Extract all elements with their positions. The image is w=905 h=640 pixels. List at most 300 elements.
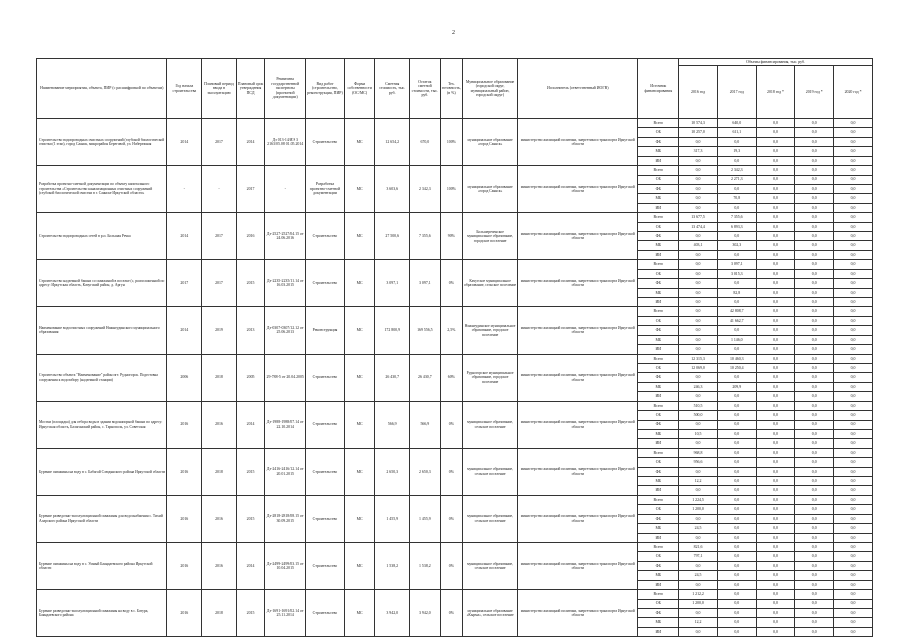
header-cost: Сметная стоимость, тыс. руб. [375, 59, 410, 119]
finance-value: 0,0 [756, 203, 795, 212]
remaining-cost: 3 097,1 [410, 260, 441, 307]
finance-source: ФБ [638, 279, 679, 288]
finance-value: 0,0 [756, 250, 795, 259]
finance-value: 0,0 [834, 561, 873, 570]
executor: министерство жилищной политики, энергетики и транспорта Иркутской области [518, 307, 638, 354]
finance-source: ИИ [638, 439, 679, 448]
start-year: 2016 [167, 448, 202, 495]
finance-value: 0,0 [717, 298, 756, 307]
table-row [37, 213, 873, 222]
finance-source: МБ [638, 194, 679, 203]
plan-period: 2017 [202, 260, 237, 307]
finance-value: 0,0 [795, 184, 834, 193]
header-name: Наименование мероприятия, объекта, ПИР (с расшифровкой по объектам) [37, 59, 167, 119]
plan-period: 2016 [202, 401, 237, 448]
finance-value: 0,0 [834, 458, 873, 467]
finance-value: 0,0 [756, 524, 795, 533]
finance-value: 500,0 [679, 411, 718, 420]
finance-source: ИИ [638, 392, 679, 401]
finance-value: 0,0 [834, 156, 873, 165]
finance-value: 968,8 [679, 448, 718, 457]
finance-value: 0,0 [795, 260, 834, 269]
finance-source: ФБ [638, 232, 679, 241]
finance-source: Всего [638, 166, 679, 175]
finance-source: ОБ [638, 363, 679, 372]
pir-year: 2013 [236, 307, 265, 354]
estimated-cost: 1 455,9 [375, 495, 410, 542]
readiness: 2,5% [440, 307, 462, 354]
estimated-cost: 26 430,7 [375, 354, 410, 401]
header-expertise: Реквизиты государственной экспертизы (проектной документации) [265, 59, 306, 119]
finance-source: МБ [638, 429, 679, 438]
finance-value: 0,0 [679, 627, 718, 636]
header-start: Год начала строительства [167, 59, 202, 119]
finance-value: 10,5 [679, 429, 718, 438]
finance-value: 0,0 [834, 316, 873, 325]
finance-source: МБ [638, 241, 679, 250]
header-year: 2020 год * [834, 66, 873, 119]
finance-value: 0,0 [795, 156, 834, 165]
start-year: 2016 [167, 401, 202, 448]
finance-source: ОБ [638, 175, 679, 184]
ownership: МС [344, 448, 375, 495]
finance-value: 0,0 [834, 128, 873, 137]
finance-value: 0,0 [756, 599, 795, 608]
finance-source: МБ [638, 571, 679, 580]
finance-value: 0,0 [795, 175, 834, 184]
plan-period: 2018 [202, 590, 237, 637]
finance-value: 12 315,3 [679, 354, 718, 363]
pir-year: 2015 [236, 495, 265, 542]
remaining-cost: 566,9 [410, 401, 441, 448]
finance-value: 0,0 [795, 420, 834, 429]
estimated-cost: 3 097,1 [375, 260, 410, 307]
finance-value: 0,0 [795, 326, 834, 335]
finance-value: 0,0 [717, 429, 756, 438]
finance-value: 0,0 [834, 552, 873, 561]
finance-value: 0,0 [795, 194, 834, 203]
finance-value: 0,0 [756, 156, 795, 165]
finance-value: 82,8 [717, 288, 756, 297]
finance-value: 317,3 [679, 147, 718, 156]
plan-period: 2018 [202, 354, 237, 401]
finance-value: 0,0 [756, 429, 795, 438]
project-name: Строительство водопроводных сетей в р.п. Большая Речка [37, 213, 167, 260]
finance-value: 0,0 [795, 608, 834, 617]
remaining-cost: 169 556,5 [410, 307, 441, 354]
finance-value: 19,3 [717, 147, 756, 156]
finance-value: 0,0 [834, 203, 873, 212]
finance-value: 0,0 [679, 439, 718, 448]
pir-year: 2015 [236, 590, 265, 637]
finance-value: 0,0 [834, 542, 873, 551]
start-year: 2016 [167, 542, 202, 589]
ownership: МС [344, 213, 375, 260]
finance-source: ОБ [638, 222, 679, 231]
finance-value: 0,0 [834, 524, 873, 533]
header-volumes: Объемы финансирования, тыс. руб. [679, 59, 873, 66]
plan-period: 2016 [202, 542, 237, 589]
finance-value: 0,0 [717, 618, 756, 627]
finance-value: 0,0 [795, 166, 834, 175]
finance-source: Всего [638, 119, 679, 128]
municipality: муниципальное образование, сельское поселение [463, 401, 518, 448]
ownership: МС [344, 354, 375, 401]
finance-value: 0,0 [756, 316, 795, 325]
finance-value: 0,0 [795, 401, 834, 410]
finance-value: 0,0 [756, 213, 795, 222]
finance-source: ФБ [638, 137, 679, 146]
start-year: - [167, 166, 202, 213]
finance-value: 0,0 [679, 345, 718, 354]
finance-value: 0,0 [756, 307, 795, 316]
finance-value: 0,0 [795, 382, 834, 391]
finance-value: 0,0 [717, 486, 756, 495]
finance-value: 0,0 [834, 147, 873, 156]
municipality: Качугское муниципальное образование, сельское поселение [463, 260, 518, 307]
finance-value: 0,0 [834, 514, 873, 523]
finance-value: 0,0 [795, 335, 834, 344]
finance-value: 0,0 [756, 505, 795, 514]
estimated-cost: 27 500,6 [375, 213, 410, 260]
table-row [37, 401, 873, 410]
finance-value: 0,0 [795, 137, 834, 146]
finance-value: 0,0 [795, 147, 834, 156]
finance-value: 0,0 [756, 166, 795, 175]
header-source: Источник финансирования [638, 59, 679, 119]
finance-value: 42 808,7 [717, 307, 756, 316]
finance-value: 0,0 [834, 260, 873, 269]
remaining-cost: 7 355,6 [410, 213, 441, 260]
header-year: 2017 год [717, 66, 756, 119]
finance-value: 0,0 [717, 203, 756, 212]
municipality: муниципальное образование «Кырма», сельское поселение [463, 590, 518, 637]
finance-value: 0,0 [679, 137, 718, 146]
finance-value: 0,0 [795, 429, 834, 438]
finance-value: 0,0 [756, 147, 795, 156]
finance-value: 0,0 [795, 439, 834, 448]
work-type: Реконструкция [306, 307, 345, 354]
header-ownership: Форма собственности (ОС/МС) [344, 59, 375, 119]
finance-source: Всего [638, 260, 679, 269]
plan-period: 2019 [202, 307, 237, 354]
plan-period: 2016 [202, 495, 237, 542]
finance-value: 12,2 [679, 618, 718, 627]
finance-source: Всего [638, 590, 679, 599]
municipality: муниципальное образование, сельское поселение [463, 495, 518, 542]
finance-value: 0,0 [834, 194, 873, 203]
ownership: МС [344, 401, 375, 448]
finance-value: 0,0 [834, 429, 873, 438]
finance-value: 0,0 [756, 486, 795, 495]
pir-year: 2014 [236, 542, 265, 589]
finance-value: 0,0 [795, 514, 834, 523]
work-type: Разработка проектно-сметной документации [306, 166, 345, 213]
work-type: Строительство [306, 354, 345, 401]
finance-value: 0,0 [679, 420, 718, 429]
finance-value: 0,0 [834, 241, 873, 250]
finance-value: 2 342,3 [717, 166, 756, 175]
finance-source: Всего [638, 401, 679, 410]
finance-value: 0,0 [756, 477, 795, 486]
finance-source: МБ [638, 477, 679, 486]
finance-value: 0,0 [756, 269, 795, 278]
finance-value: 0,0 [756, 335, 795, 344]
finance-value: 797,1 [679, 552, 718, 561]
finance-value: 0,0 [679, 316, 718, 325]
finance-source: ИИ [638, 250, 679, 259]
work-type: Строительство [306, 213, 345, 260]
finance-value: 0,0 [834, 298, 873, 307]
finance-value: 0,0 [795, 627, 834, 636]
readiness: 0% [440, 448, 462, 495]
finance-value: 0,0 [834, 288, 873, 297]
project-name: Бурение разведочно-эксплуатационной скважины для водоснабжения с. Тихий Аларского района Иркутской области [37, 495, 167, 542]
finance-source: МБ [638, 147, 679, 156]
table-row [37, 448, 873, 457]
finance-value: 0,0 [717, 477, 756, 486]
finance-value: 0,0 [834, 279, 873, 288]
start-year: 2006 [167, 354, 202, 401]
plan-period: 2017 [202, 213, 237, 260]
finance-value: 0,0 [834, 571, 873, 580]
finance-value: 0,0 [717, 514, 756, 523]
finance-value: 0,0 [756, 175, 795, 184]
header-readiness: Тех. готовность, (в %) [440, 59, 462, 119]
ownership: МС [344, 260, 375, 307]
finance-value: 0,0 [756, 382, 795, 391]
executor: министерство жилищной политики, энергетики и транспорта Иркутской области [518, 495, 638, 542]
finance-value: 0,0 [679, 326, 718, 335]
finance-value: 0,0 [679, 373, 718, 382]
finance-value: 0,0 [834, 608, 873, 617]
header-remaining: Остаток сметной стоимости, тыс. руб. [410, 59, 441, 119]
page-number: 2 [452, 30, 455, 36]
finance-value: 41 662,7 [717, 316, 756, 325]
estimated-cost: 2 650,3 [375, 448, 410, 495]
ownership: МС [344, 590, 375, 637]
table-row [37, 590, 873, 599]
finance-value: 0,0 [679, 194, 718, 203]
work-type: Строительство [306, 260, 345, 307]
finance-value: 13 474,4 [679, 222, 718, 231]
finance-value: 0,0 [756, 373, 795, 382]
finance-value: 0,0 [834, 439, 873, 448]
finance-value: 0,0 [717, 345, 756, 354]
executor: министерство жилищной политики, энергетики и транспорта Иркутской области [518, 354, 638, 401]
finance-value: 0,0 [679, 156, 718, 165]
expertise-ref: Дз-2527-2527/04.15 от 24.06.2016 [265, 213, 306, 260]
finance-value: 0,0 [679, 486, 718, 495]
finance-value: 0,0 [834, 307, 873, 316]
ownership: МС [344, 542, 375, 589]
finance-value: 0,0 [795, 316, 834, 325]
pir-year: 2015 [236, 448, 265, 495]
finance-value: 0,0 [834, 354, 873, 363]
finance-value: 0,0 [717, 411, 756, 420]
finance-value: 0,0 [756, 279, 795, 288]
finance-source: ОБ [638, 599, 679, 608]
finance-value: 0,0 [717, 533, 756, 542]
plan-period: - [202, 166, 237, 213]
table-row [37, 542, 873, 551]
finance-value: 0,0 [756, 194, 795, 203]
finance-value: 0,0 [834, 486, 873, 495]
table-row [37, 495, 873, 504]
finance-value: 24,5 [679, 524, 718, 533]
finance-value: 0,0 [834, 335, 873, 344]
finance-value: 10 460,3 [717, 354, 756, 363]
finance-value: 0,0 [679, 269, 718, 278]
finance-value: 1 212,2 [679, 590, 718, 599]
finance-value: 0,0 [834, 213, 873, 222]
ownership: МС [344, 119, 375, 166]
finance-source: ОБ [638, 505, 679, 514]
finance-value: 0,0 [679, 250, 718, 259]
finance-value: 0,0 [756, 608, 795, 617]
finance-value: 0,0 [834, 627, 873, 636]
work-type: Строительство [306, 119, 345, 166]
finance-value: 0,0 [834, 382, 873, 391]
ownership: МС [344, 307, 375, 354]
plan-period: 2018 [202, 448, 237, 495]
readiness: 100% [440, 166, 462, 213]
finance-value: 0,0 [834, 495, 873, 504]
finance-value: 0,0 [795, 232, 834, 241]
finance-value: 0,0 [795, 571, 834, 580]
finance-value: 0,0 [717, 542, 756, 551]
finance-source: Всего [638, 448, 679, 457]
finance-value: 0,0 [756, 411, 795, 420]
municipality: муниципальное образование, сельское поселение [463, 448, 518, 495]
finance-source: ИИ [638, 203, 679, 212]
header-year: 2016 год [679, 66, 718, 119]
finance-value: 10 250,4 [717, 363, 756, 372]
finance-value: 0,0 [717, 137, 756, 146]
finance-value: 246,3 [679, 382, 718, 391]
finance-value: 0,0 [834, 392, 873, 401]
finance-value: 0,0 [679, 307, 718, 316]
estimated-cost: 12 654,2 [375, 119, 410, 166]
finance-source: Всего [638, 213, 679, 222]
work-type: Строительство [306, 448, 345, 495]
header-year: 2019 год * [795, 66, 834, 119]
finance-value: 0,0 [756, 571, 795, 580]
project-name: Бурение разведочно-эксплуатационной скважины на воду в с. Батура, Баяндаевского района [37, 590, 167, 637]
work-type: Строительство [306, 401, 345, 448]
finance-source: МБ [638, 288, 679, 297]
finance-value: 0,0 [717, 448, 756, 457]
municipality: муниципальное образование «город Саянск» [463, 166, 518, 213]
finance-value: 0,0 [795, 203, 834, 212]
finance-value: 1 200,0 [679, 505, 718, 514]
pir-year: 2014 [236, 119, 265, 166]
finance-value: 0,0 [756, 326, 795, 335]
finance-value: 0,0 [756, 288, 795, 297]
finance-value: 0,0 [717, 524, 756, 533]
finance-value: 0,0 [795, 411, 834, 420]
finance-value: 0,0 [756, 627, 795, 636]
table-row [37, 166, 873, 175]
finance-value: 0,0 [834, 175, 873, 184]
executor: министерство жилищной политики, энергетики и транспорта Иркутской области [518, 166, 638, 213]
finance-value: 0,0 [756, 533, 795, 542]
finance-value: 0,0 [717, 401, 756, 410]
finance-value: 0,0 [834, 505, 873, 514]
finance-value: 0,0 [834, 222, 873, 231]
finance-value: 0,0 [834, 363, 873, 372]
pir-year: 2016 [236, 213, 265, 260]
table-row [37, 119, 873, 128]
finance-source: ОБ [638, 552, 679, 561]
finance-source: МБ [638, 618, 679, 627]
finance-value: 0,0 [834, 137, 873, 146]
finance-value: 0,0 [717, 250, 756, 259]
finance-value: 3 015,3 [717, 269, 756, 278]
project-name: Строительство объекта "Наименование" район пгт. Рудногорск. Подготовка сооружения к водозабору (надземной станции) [37, 354, 167, 401]
pir-year: 2014 [236, 401, 265, 448]
expertise-ref: 29-788-5 от 20.04.2005 [265, 354, 306, 401]
finance-value: 0,0 [834, 232, 873, 241]
expertise-ref: Дз-1988-1988/07.14 от 22.10.2014 [265, 401, 306, 448]
finance-value: 0,0 [679, 279, 718, 288]
finance-value: 0,0 [679, 166, 718, 175]
readiness: 60% [440, 354, 462, 401]
table-row [37, 354, 873, 363]
finance-value: 0,0 [834, 533, 873, 542]
finance-value: 0,0 [756, 448, 795, 457]
project-name: Наименование водоочистных сооружений Нижнеудинского муниципального образования [37, 307, 167, 354]
finance-value: 0,0 [717, 608, 756, 617]
finance-value: 0,0 [717, 279, 756, 288]
finance-value: 0,0 [679, 288, 718, 297]
finance-value: 0,0 [717, 156, 756, 165]
finance-value: 1 200,0 [679, 599, 718, 608]
finance-value: 0,0 [795, 505, 834, 514]
project-name: Мостки (площадка) для отбора воды в здании водонапорной башни по адресу: Иркутская область, Балаганский район, с. Тарнополь, ул. Советская [37, 401, 167, 448]
finance-value: 0,0 [795, 363, 834, 372]
executor: министерство жилищной политики, энергетики и транспорта Иркутской области [518, 119, 638, 166]
finance-source: ОБ [638, 458, 679, 467]
finance-value: 0,0 [679, 514, 718, 523]
finance-value: 0,0 [795, 373, 834, 382]
finance-value: 403,1 [679, 241, 718, 250]
finance-source: ИИ [638, 298, 679, 307]
finance-value: 0,0 [756, 580, 795, 589]
finance-value: 0,0 [834, 373, 873, 382]
finance-value: 209,9 [717, 382, 756, 391]
finance-value: 24,5 [679, 571, 718, 580]
finance-value: 0,0 [756, 552, 795, 561]
finance-value: 0,0 [756, 128, 795, 137]
remaining-cost: 670,0 [410, 119, 441, 166]
finance-value: 6 893,3 [717, 222, 756, 231]
municipality: муниципальное образование, сельское поселение [463, 542, 518, 589]
finance-value: 0,0 [795, 241, 834, 250]
finance-value: 0,0 [679, 260, 718, 269]
finance-value: 12,2 [679, 477, 718, 486]
executor: министерство жилищной политики, энергетики и транспорта Иркутской области [518, 260, 638, 307]
finance-value: 0,0 [756, 439, 795, 448]
finance-value: 0,0 [834, 401, 873, 410]
finance-value: 0,0 [795, 542, 834, 551]
header-plan: Плановый период ввода в эксплуатацию [202, 59, 237, 119]
pir-year: 2017 [236, 166, 265, 213]
finance-value: 0,0 [717, 458, 756, 467]
finance-source: ФБ [638, 467, 679, 476]
finance-value: 0,0 [834, 250, 873, 259]
finance-value: 12 069,0 [679, 363, 718, 372]
